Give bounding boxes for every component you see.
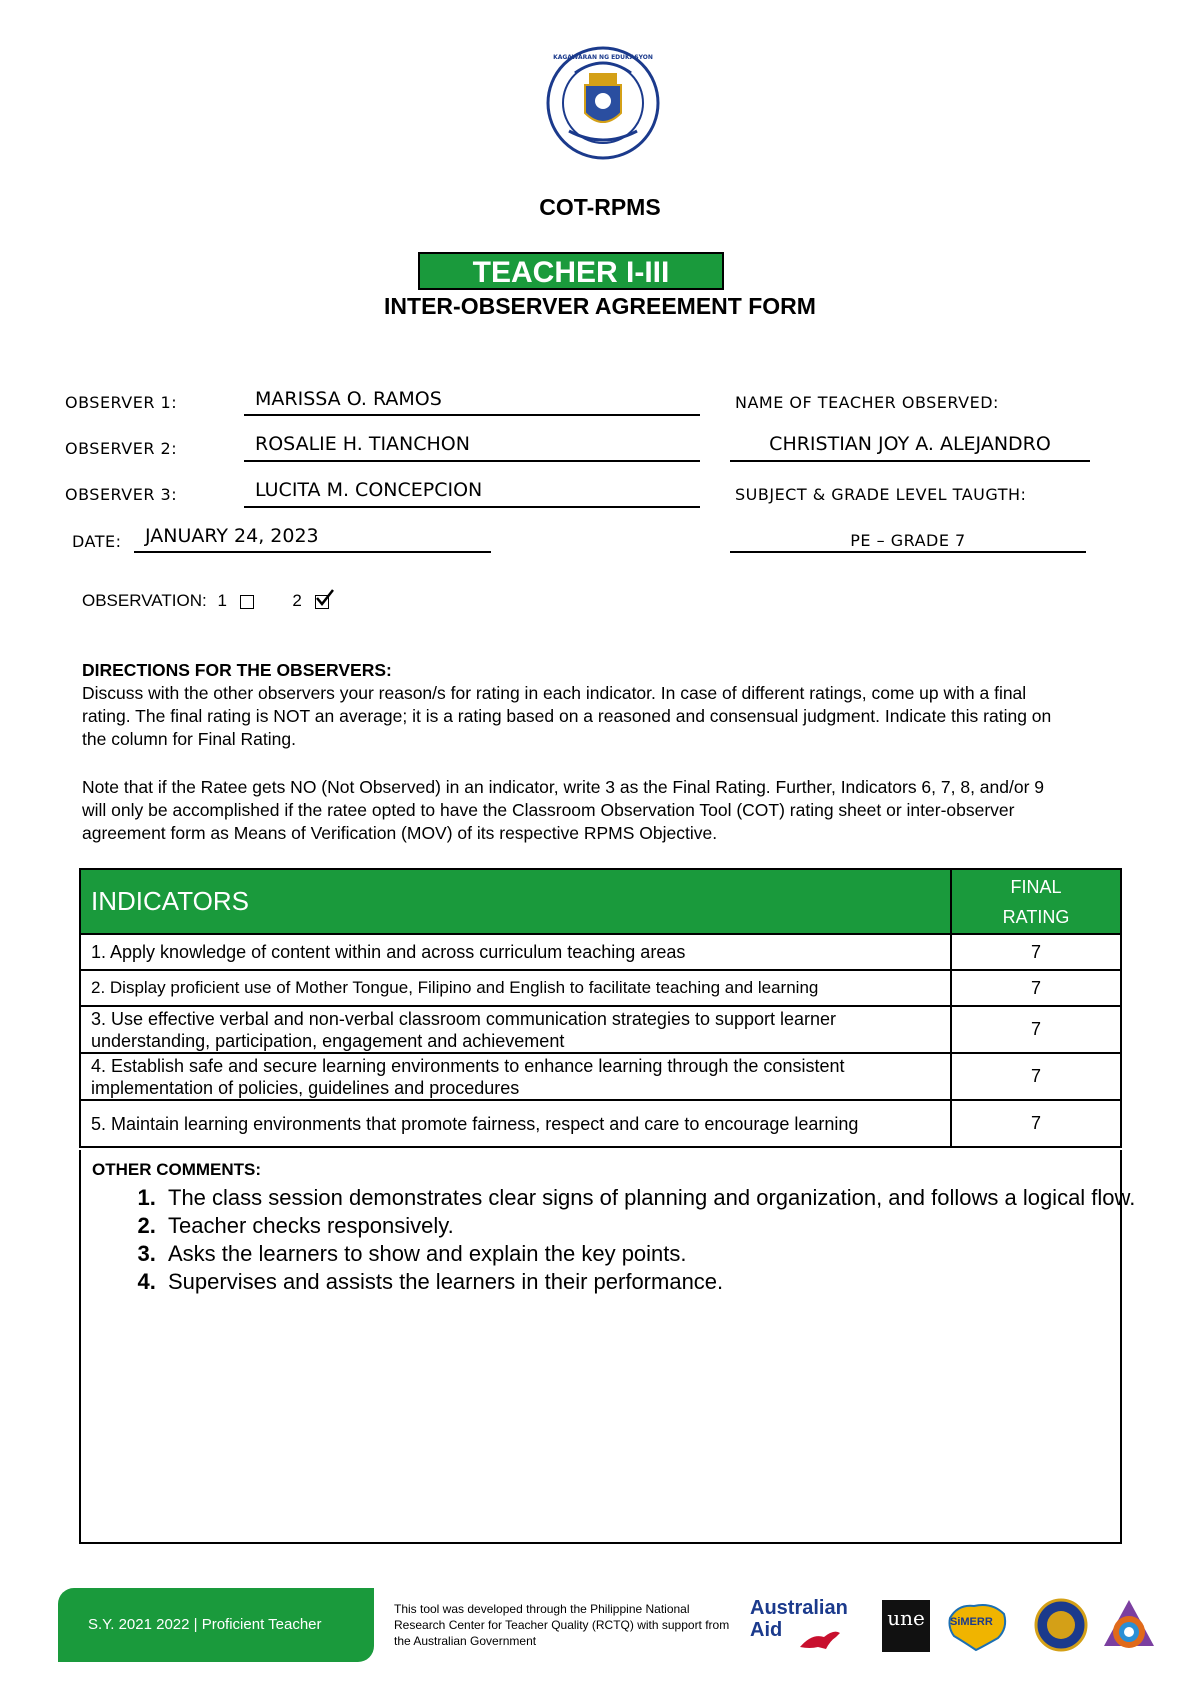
observation-row: [82, 591, 329, 611]
list-item: 3. Asks the learners to show and explain the key points.: [162, 1240, 1162, 1268]
observation-option2-checkbox[interactable]: [315, 595, 329, 609]
comments-list: [110, 1184, 1162, 1296]
table-header-row: [80, 869, 1121, 934]
seal-text: KAGAWARAN NG EDUKASYON: [553, 54, 653, 61]
date-value: JANUARY 24, 2023: [145, 525, 319, 547]
kangaroo-icon: [796, 1623, 846, 1653]
observation-option1-label: 1: [217, 591, 227, 610]
subject-underline: [730, 551, 1086, 553]
list-item: 2. Teacher checks responsively.: [162, 1212, 1162, 1240]
table-row: [80, 1053, 1121, 1100]
cot-title: COT-RPMS: [539, 194, 661, 220]
australian-aid-logo: Australian Aid: [750, 1597, 860, 1653]
comments-title: OTHER COMMENTS:: [92, 1160, 262, 1179]
table-row: [80, 1006, 1121, 1053]
rating-cell[interactable]: 7: [951, 970, 1121, 1006]
observation-label: OBSERVATION:: [82, 591, 207, 610]
observer3-label: OBSERVER 3:: [65, 485, 178, 504]
checkmark-icon: [315, 588, 335, 608]
directions-title: DIRECTIONS FOR THE OBSERVERS:: [82, 660, 392, 680]
date-label: DATE:: [72, 532, 122, 551]
indicator-cell: 2. Display proficient use of Mother Tongue, Filipino and English to facilitate teaching and learning: [80, 970, 951, 1006]
date-underline: [134, 551, 491, 553]
footer-badge: [58, 1588, 374, 1662]
une-logo: une: [882, 1600, 930, 1652]
table-row: [80, 970, 1121, 1006]
footer-badge-text: S.Y. 2021 2022 | Proficient Teacher: [88, 1616, 322, 1633]
rating-cell[interactable]: 7: [951, 1100, 1121, 1147]
list-item: 1. The class session demonstrates clear signs of planning and organization, and follows a logical flow.: [162, 1184, 1162, 1212]
observer1-value: MARISSA O. RAMOS: [255, 388, 442, 410]
indicator-cell: 4. Establish safe and secure learning environments to enhance learning through the consistent implementation of policies, guidelines and procedures: [80, 1053, 951, 1100]
list-item: 4. Supervises and assists the learners in their performance.: [162, 1268, 1162, 1296]
indicators-table: [79, 868, 1122, 1148]
indicator-cell: 1. Apply knowledge of content within and across curriculum teaching areas: [80, 934, 951, 970]
rating-cell[interactable]: 7: [951, 1053, 1121, 1100]
observer1-label: OBSERVER 1:: [65, 393, 178, 412]
subject-label: SUBJECT & GRADE LEVEL TAUGTH:: [735, 485, 1027, 504]
subject-value: PE – GRADE 7: [850, 531, 966, 550]
table-row: [80, 934, 1121, 970]
indicators-header: INDICATORS: [80, 869, 951, 934]
teacher-observed-label: NAME OF TEACHER OBSERVED:: [735, 393, 999, 412]
rctq-seal-logo: [1034, 1598, 1088, 1652]
observer2-label: OBSERVER 2:: [65, 439, 178, 458]
observation-option1-checkbox[interactable]: [240, 595, 254, 609]
form-title: INTER-OBSERVER AGREEMENT FORM: [384, 293, 816, 319]
directions-paragraph2: Note that if the Ratee gets NO (Not Observed) in an indicator, write 3 as the Final Rating. Further, Indicators 6, 7, 8, and/or 9 will only be accomplished if the ratee opted to have the Classroom Observation Tool (COT) rating sheet or inter-observer agreement form as Means of Verification (MOV) of its respective RPMS Objective.: [82, 777, 1045, 843]
observation-option2-label: 2: [292, 591, 302, 610]
observer2-value: ROSALIE H. TIANCHON: [255, 433, 470, 455]
rating-cell[interactable]: 7: [951, 934, 1121, 970]
observer3-underline: [244, 506, 700, 508]
rating-cell[interactable]: 7: [951, 1006, 1121, 1053]
teacher-observed-value: CHRISTIAN JOY A. ALEJANDRO: [769, 433, 1051, 455]
table-row: [80, 1100, 1121, 1147]
partner-circle-logo: [1100, 1596, 1158, 1654]
indicator-cell: 5. Maintain learning environments that promote fairness, respect and care to encourage learning: [80, 1100, 951, 1147]
simerr-logo: SiMERR: [944, 1598, 1010, 1654]
deped-seal-logo: [545, 45, 661, 161]
teacher-level-badge: TEACHER I-III: [418, 252, 724, 290]
observer1-underline: [244, 414, 700, 416]
indicator-cell: 3. Use effective verbal and non-verbal classroom communication strategies to support learner understanding, participation, engagement and achievement: [80, 1006, 951, 1053]
observer2-underline: [244, 460, 700, 462]
directions-paragraph1: Discuss with the other observers your reason/s for rating in each indicator. In case of different ratings, come up with a final rating. The final rating is NOT an average; it is a rating based on a reasoned and consensual judgment. Indicate this rating on the column for Final Rating.: [82, 683, 1052, 749]
observer3-value: LUCITA M. CONCEPCION: [255, 479, 483, 501]
teacher-underline: [730, 460, 1090, 462]
footer-note: This tool was developed through the Philippine National Research Center for Teacher Quality (RCTQ) with support from the Australian Government: [394, 1602, 730, 1648]
final-rating-header: FINAL RATING: [951, 869, 1121, 934]
